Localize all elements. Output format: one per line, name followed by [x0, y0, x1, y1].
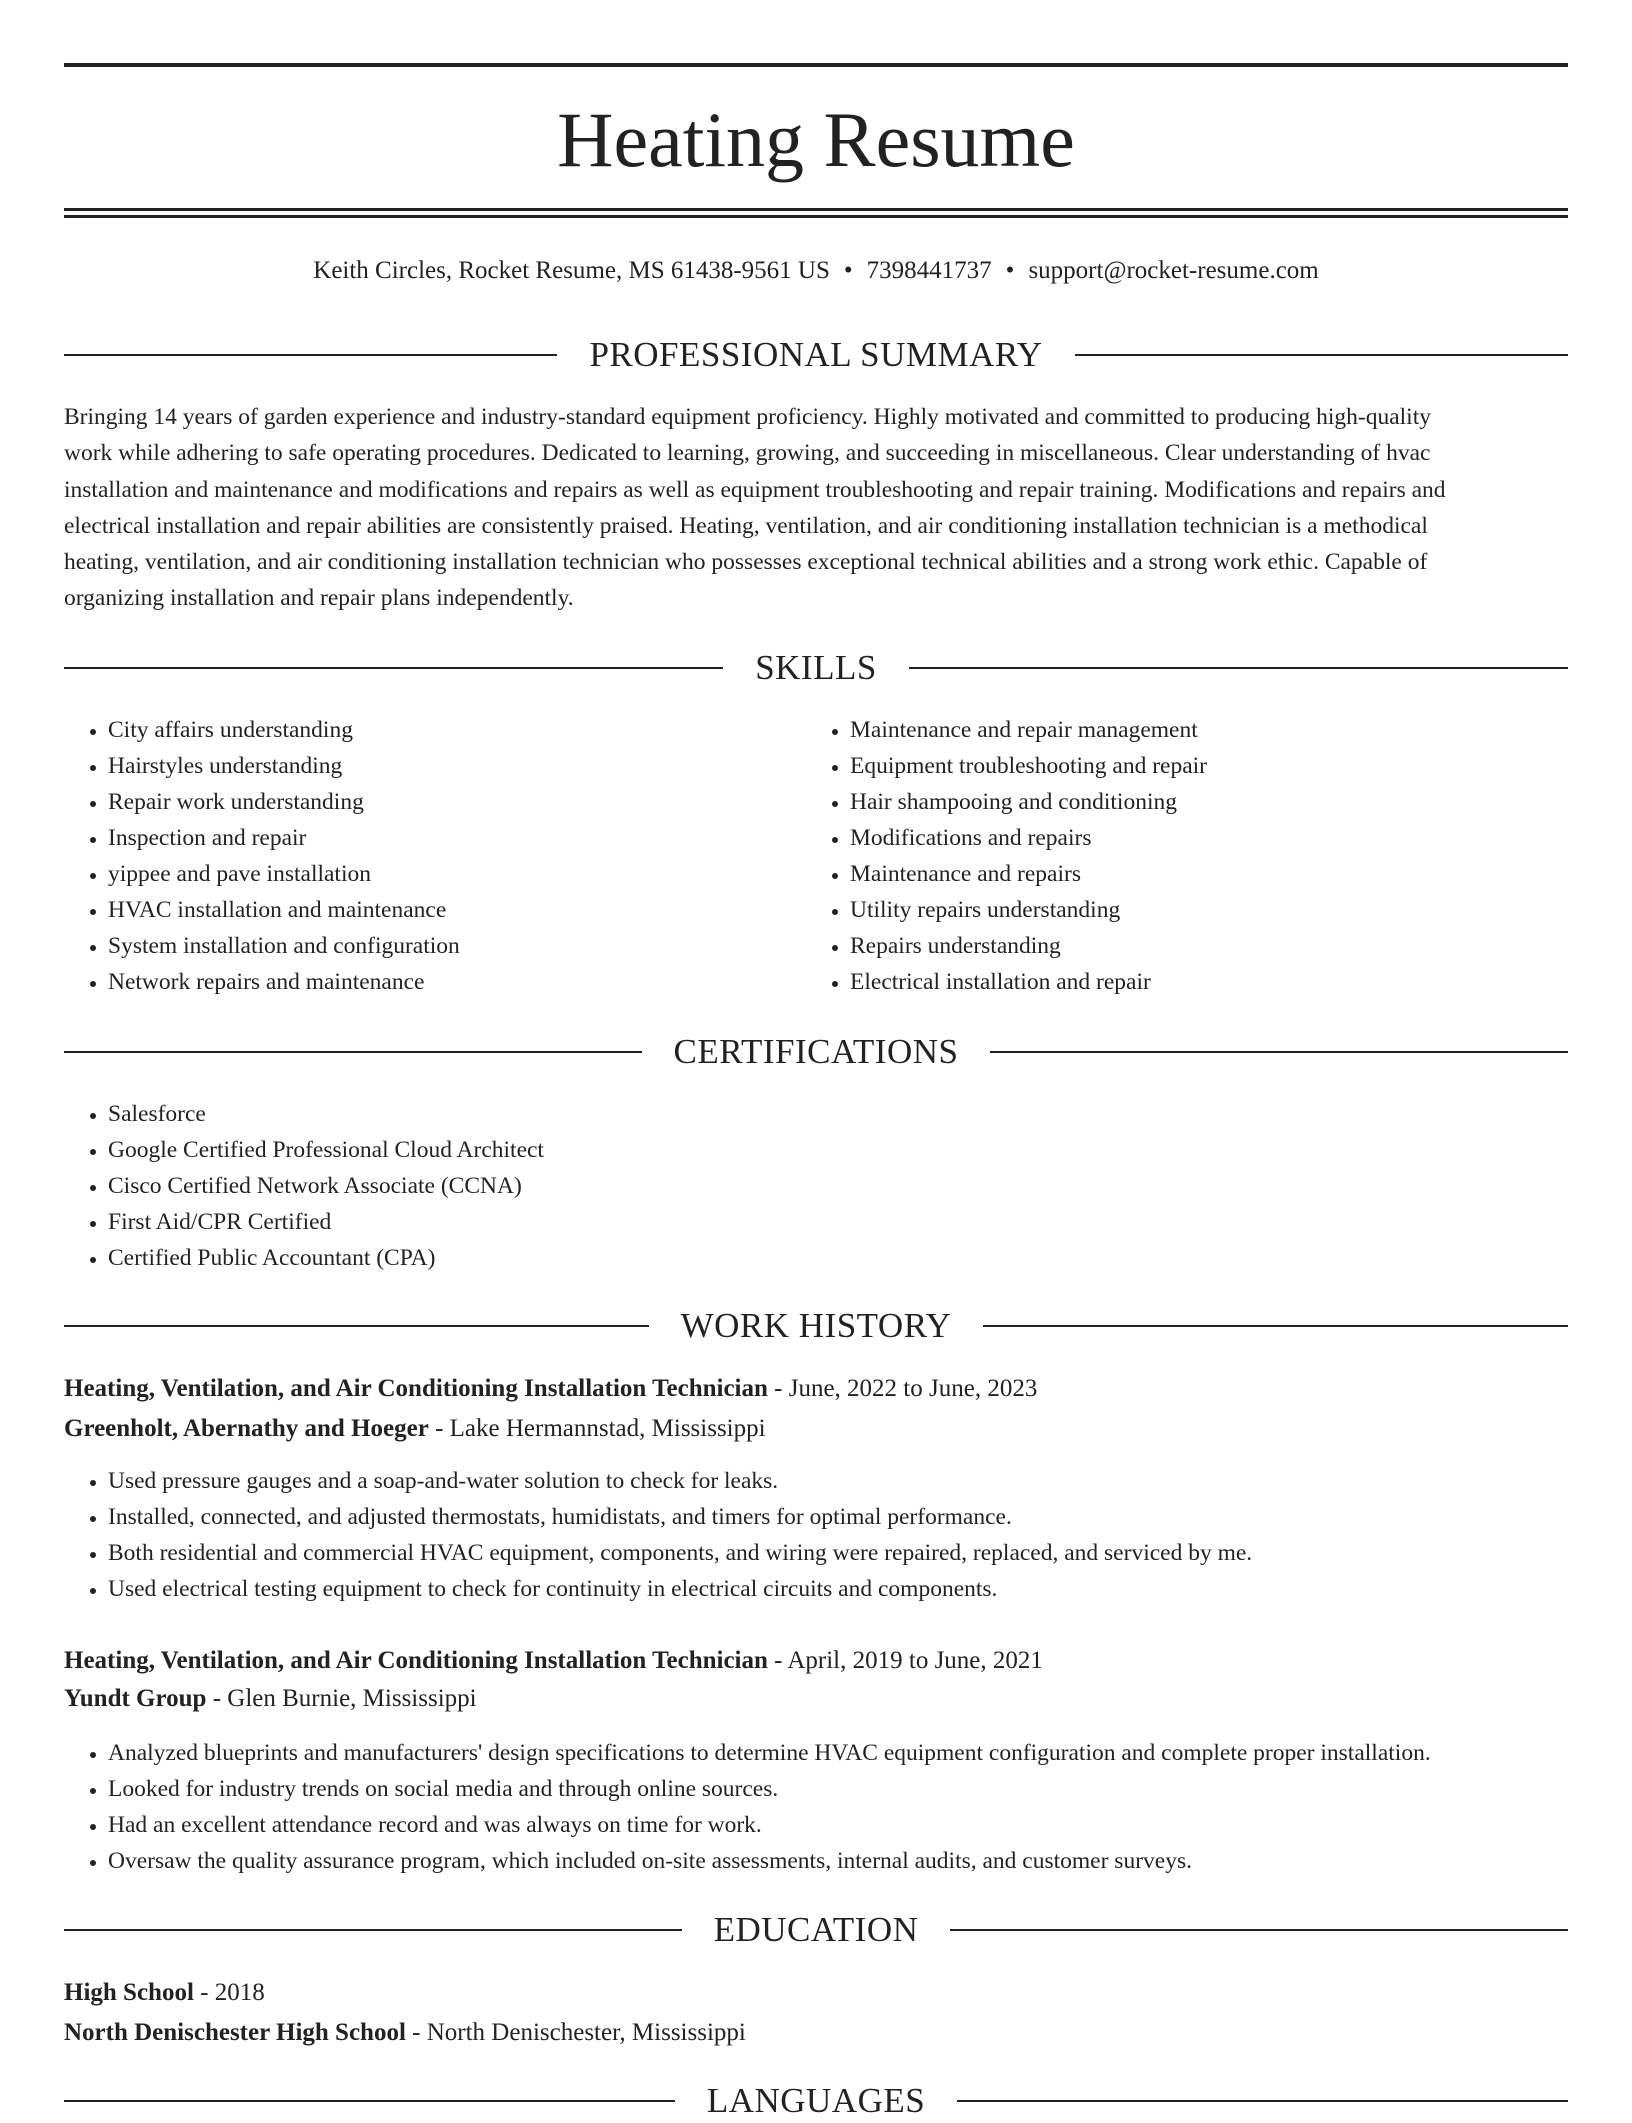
- job-bullet: • Used pressure gauges and a soap-and-water solution to check for leaks.: [108, 1463, 1568, 1499]
- summary-line: work while adhering to safe operating procedures. Dedicated to learning, growing, and succeeding in miscellaneous. Clear understanding of hvac: [64, 440, 1431, 467]
- summary-line: electrical installation and repair abilities are consistently praised. Heating, ventilation, and air conditioning installation technician is a methodical: [64, 512, 1428, 539]
- skill-item: • Electrical installation and repair: [850, 964, 1590, 1000]
- skill-item: • Network repairs and maintenance: [108, 964, 808, 1000]
- heading-rule: [950, 1929, 1568, 1931]
- education-location: - North Denischester, Mississippi: [405, 2019, 746, 2046]
- skill-item: • Inspection and repair: [108, 820, 808, 856]
- heading-rule: [64, 2100, 675, 2102]
- skill-item: • Equipment troubleshooting and repair: [850, 748, 1590, 784]
- job-company-line: [64, 1680, 1568, 1718]
- heading-rule: [983, 1325, 1568, 1327]
- job-bullet: • Analyzed blueprints and manufacturers' design specifications to determine HVAC equipment configuration and complete proper installation.: [108, 1735, 1598, 1771]
- contact-separator: •: [1005, 257, 1015, 284]
- section-title: EDUCATION: [713, 1910, 919, 1949]
- section-heading-work-history: [64, 1304, 1568, 1348]
- job-bullet: • Oversaw the quality assurance program, which included on-site assessments, internal audits, and customer surveys.: [108, 1843, 1598, 1879]
- job-dates: - April, 2019 to June, 2021: [767, 1647, 1043, 1674]
- skill-item: • HVAC installation and maintenance: [108, 892, 808, 928]
- certification-item: • Cisco Certified Network Associate (CCNA): [108, 1168, 1508, 1204]
- summary-paragraph: [64, 399, 1568, 617]
- job-title: Heating, Ventilation, and Air Conditioning Installation Technician: [64, 1647, 768, 1674]
- certification-item: • Salesforce: [108, 1096, 1508, 1132]
- section-title: WORK HISTORY: [680, 1306, 952, 1345]
- skill-item: • Repairs understanding: [850, 928, 1590, 964]
- certification-item: • First Aid/CPR Certified: [108, 1204, 1508, 1240]
- job-location: - Lake Hermannstad, Mississippi: [428, 1415, 766, 1442]
- education-degree-line: [64, 1974, 1568, 2012]
- certification-item: • Google Certified Professional Cloud Architect: [108, 1132, 1508, 1168]
- section-heading-certifications: [64, 1030, 1568, 1074]
- top-rule: [64, 63, 1568, 67]
- contact-separator: •: [843, 257, 853, 284]
- section-heading-languages: [64, 2079, 1568, 2123]
- resume-title: Heating Resume: [557, 96, 1075, 183]
- section-heading-skills: [64, 646, 1568, 690]
- skill-item: • Maintenance and repairs: [850, 856, 1590, 892]
- contact-line: [64, 254, 1568, 288]
- heading-rule: [1075, 354, 1568, 356]
- skill-item: • Hair shampooing and conditioning: [850, 784, 1590, 820]
- summary-line: Bringing 14 years of garden experience and industry-standard equipment proficiency. Highly motivated and committed to producing high-quality: [64, 404, 1431, 430]
- skill-item: • City affairs understanding: [108, 712, 808, 748]
- heading-rule: [64, 354, 557, 356]
- skill-item: • Modifications and repairs: [850, 820, 1590, 856]
- job-location: - Glen Burnie, Mississippi: [206, 1685, 477, 1712]
- job-bullet: • Installed, connected, and adjusted thermostats, humidistats, and timers for optimal performance.: [108, 1499, 1568, 1535]
- job-dates: - June, 2022 to June, 2023: [767, 1375, 1038, 1402]
- section-title: PROFESSIONAL SUMMARY: [589, 335, 1043, 374]
- job-bullet: • Looked for industry trends on social media and through online sources.: [108, 1771, 1598, 1807]
- job-title: Heating, Ventilation, and Air Conditioning Installation Technician: [64, 1375, 768, 1402]
- summary-line: heating, ventilation, and air conditioning installation technician who possesses exceptional technical abilities and a strong work ethic. Capable of: [64, 549, 1428, 576]
- skills-list-left: [64, 712, 808, 1000]
- section-heading-education: [64, 1908, 1568, 1952]
- title-rule-lower: [64, 215, 1568, 218]
- education-year: - 2018: [193, 1979, 265, 2006]
- certification-item: • Certified Public Accountant (CPA): [108, 1240, 1508, 1276]
- job-bullet: • Used electrical testing equipment to check for continuity in electrical circuits and components.: [108, 1571, 1568, 1607]
- section-heading-summary: [64, 333, 1568, 377]
- skills-list-right: [806, 712, 1590, 1000]
- job-bullets: [64, 1735, 1598, 1879]
- heading-rule: [64, 1051, 642, 1053]
- summary-line: installation and maintenance and modifications and repairs as well as equipment troubleshooting and repair training. Modifications and repairs and: [64, 476, 1446, 503]
- section-title: CERTIFICATIONS: [673, 1032, 959, 1071]
- skill-item: • Repair work understanding: [108, 784, 808, 820]
- job-bullets: [64, 1463, 1568, 1607]
- job-company: Greenholt, Abernathy and Hoeger: [64, 1415, 429, 1442]
- summary-line: organizing installation and repair plans independently.: [64, 585, 574, 612]
- job-title-line: [64, 1370, 1568, 1408]
- heading-rule: [957, 2100, 1568, 2102]
- heading-rule: [64, 667, 723, 669]
- education-school: North Denischester High School: [64, 2019, 406, 2046]
- job-bullet: • Both residential and commercial HVAC equipment, components, and wiring were repaired, replaced, and serviced by me.: [108, 1535, 1568, 1571]
- skill-item: • System installation and configuration: [108, 928, 808, 964]
- job-title-line: [64, 1642, 1568, 1680]
- skill-item: • Hairstyles understanding: [108, 748, 808, 784]
- education-school-line: [64, 2014, 1568, 2052]
- skill-item: • Maintenance and repair management: [850, 712, 1590, 748]
- title-rule-upper: [64, 208, 1568, 211]
- section-title: SKILLS: [755, 648, 877, 687]
- education-degree: High School: [64, 1979, 194, 2006]
- job-company-line: [64, 1410, 1568, 1448]
- section-title: LANGUAGES: [706, 2081, 926, 2120]
- heading-rule: [64, 1929, 682, 1931]
- skill-item: • yippee and pave installation: [108, 856, 808, 892]
- heading-rule: [909, 667, 1568, 669]
- job-bullet: • Had an excellent attendance record and was always on time for work.: [108, 1807, 1598, 1843]
- heading-rule: [990, 1051, 1568, 1053]
- heading-rule: [64, 1325, 649, 1327]
- contact-address: Keith Circles, Rocket Resume, MS 61438-9561 US: [313, 257, 830, 284]
- certifications-list: [64, 1096, 1508, 1276]
- job-company: Yundt Group: [64, 1685, 207, 1712]
- skill-item: • Utility repairs understanding: [850, 892, 1590, 928]
- contact-email: support@rocket-resume.com: [1028, 257, 1319, 284]
- contact-phone: 7398441737: [866, 257, 992, 284]
